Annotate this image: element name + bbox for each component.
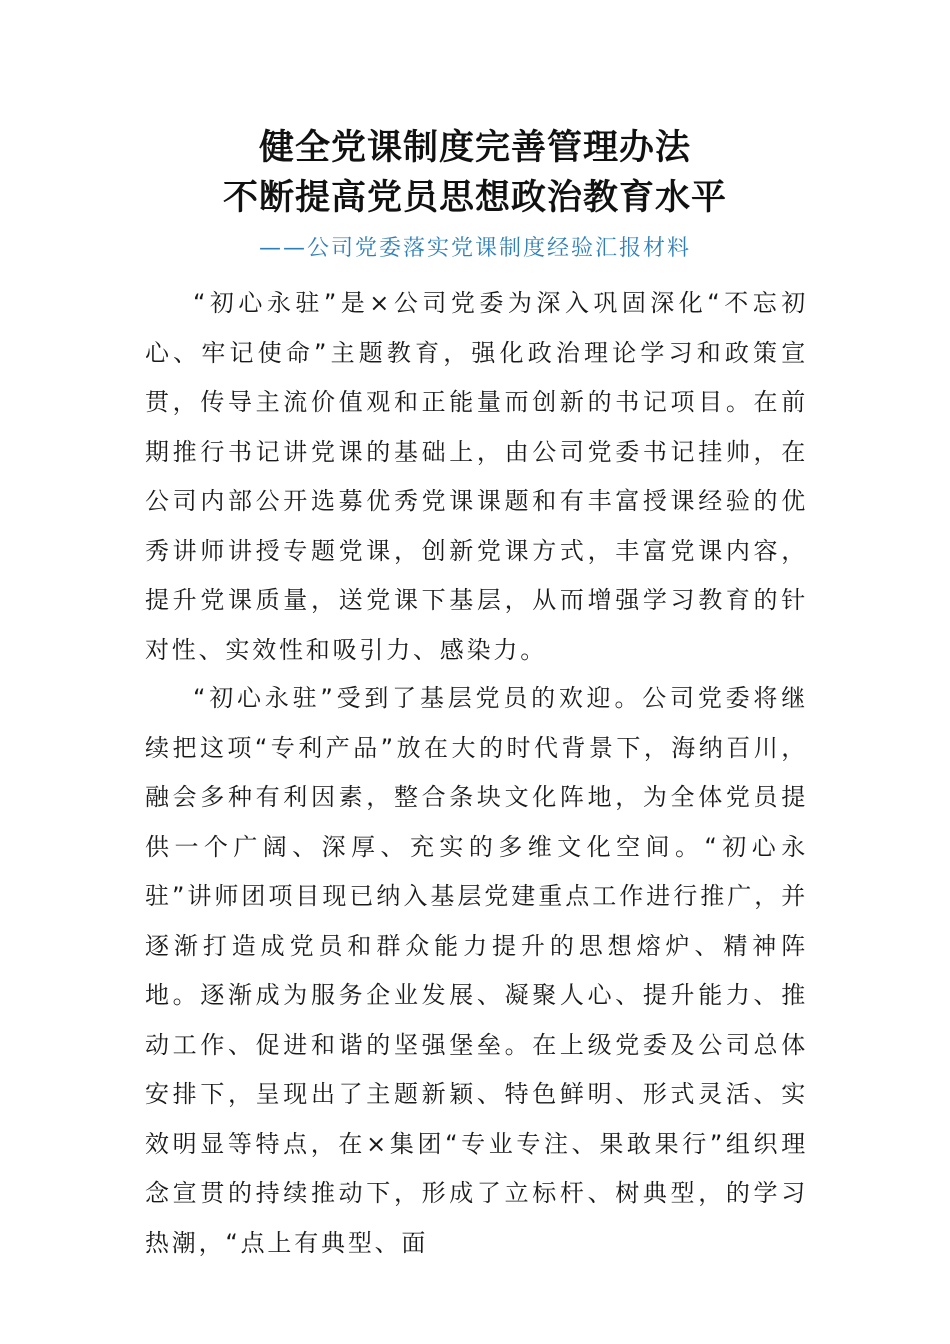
body-paragraph-1: “初心永驻”是×公司党委为深入巩固深化“不忘初心、牢记使命”主题教育，强化政治理论学习和政策宣贯，传导主流价值观和正能量而创新的书记项目。在前期推行书记讲党课的基础上，由公司党委书记挂帅，在公司内部公开选募优秀党课课题和有丰富授课经验的优秀讲师讲授专题党课，创新党课方式，丰富党课内容，提升党课质量，送党课下基层，从而增强学习教育的针对性、实效性和吸引力、感染力。 xyxy=(145,289,808,664)
body-paragraph-2: “初心永驻”受到了基层党员的欢迎。公司党委将继续把这项“专利产品”放在大的时代背景下，海纳百川，融会多种有利因素，整合条块文化阵地，为全体党员提供一个广阔、深厚、充实的多维文化空间。“初心永驻”讲师团项目现已纳入基层党建重点工作进行推广，并逐渐打造成党员和群众能力提升的思想熔炉、精神阵地。逐渐成为服务企业发展、凝聚人心、提升能力、推动工作、促进和谐的坚强堡垒。在上级党委及公司总体安排下，呈现出了主题新颖、特色鲜明、形式灵活、实效明显等特点，在×集团“专业专注、果敢果行”组织理念宣贯的持续推动下，形成了立标杆、树典型，的学习热潮，“点上有典型、面 xyxy=(145,684,808,1257)
document-subtitle: ——公司党委落实党课制度经验汇报材料 xyxy=(258,236,691,261)
document-title-line-2: 不断提高党员思想政治教育水平 xyxy=(222,177,727,218)
document-title-line-1: 健全党课制度完善管理办法 xyxy=(258,127,691,168)
